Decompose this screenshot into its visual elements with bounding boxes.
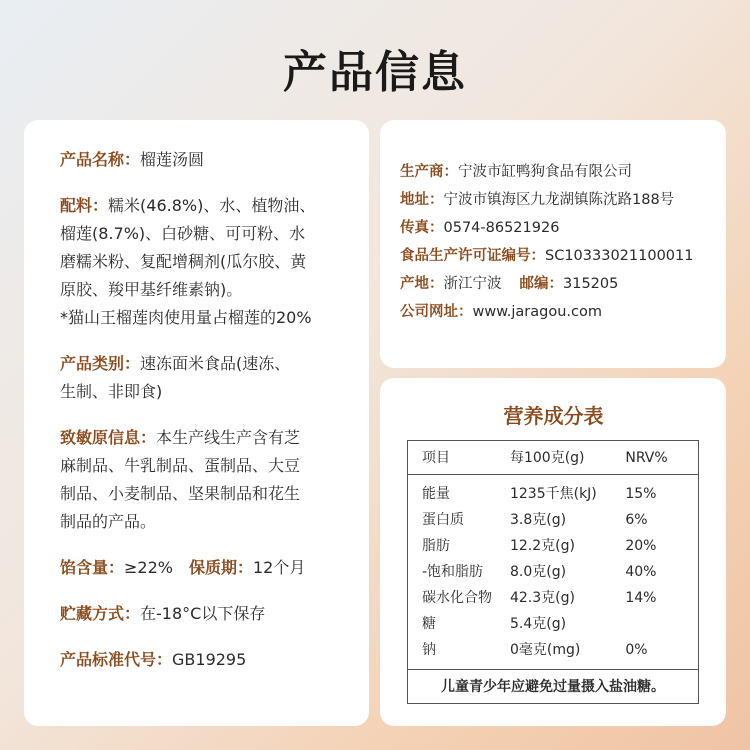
shelf-life-value: 12个月 <box>253 558 306 577</box>
product-name-label: 产品名称： <box>60 150 141 169</box>
nutrition-cell: 糖 <box>422 616 436 632</box>
producer-line <box>400 158 716 186</box>
nutrition-table <box>407 440 699 704</box>
postcode-value: 315205 <box>563 276 619 292</box>
allergen-line: 本生产线生产含有芝 <box>156 428 301 447</box>
website-line <box>400 298 716 326</box>
nutrition-card <box>380 378 726 726</box>
nutrition-header-nrv: NRV% <box>625 450 668 466</box>
address-value: 宁波市镇海区九龙湖镇陈沈路188号 <box>443 192 675 208</box>
page-title: 产品信息 <box>283 47 467 98</box>
nutrition-cell: 15% <box>625 486 657 502</box>
ingredients-line: 糯米(46.8%)、水、植物油、 <box>108 196 316 215</box>
filling-value: ≥22% <box>124 558 173 577</box>
nutrition-cell: 能量 <box>422 486 450 502</box>
producer-value: 宁波市缸鸭狗食品有限公司 <box>458 164 632 180</box>
nutrition-cell: 脂肪 <box>422 538 450 554</box>
address-label: 地址： <box>400 192 444 208</box>
category-line: 生制、非即食) <box>60 382 163 401</box>
ingredients-note: *猫山王榴莲肉使用量占榴莲的20% <box>60 308 312 327</box>
website-label: 公司网址： <box>400 304 473 320</box>
allergen-line: 制品的产品。 <box>60 512 157 531</box>
ingredients-line: 榴莲(8.7%)、白砂糖、可可粉、水 <box>60 224 306 243</box>
standard-block <box>60 646 355 674</box>
origin-value: 浙江宁波 <box>443 276 502 292</box>
nutrition-footer-note: 儿童青少年应避免过量摄入盐油糖。 <box>408 669 698 703</box>
product-info-card <box>24 120 369 726</box>
nutrition-cell: 0% <box>625 642 648 658</box>
nutrition-cell: -饱和脂肪 <box>422 564 484 580</box>
nutrition-cell: 钠 <box>422 642 436 658</box>
allergen-label: 致敏原信息： <box>60 428 157 447</box>
origin-line <box>400 270 716 298</box>
standard-label: 产品标准代号： <box>60 650 173 669</box>
address-line <box>400 186 716 214</box>
allergen-line: 麻制品、牛乳制品、蛋制品、大豆 <box>60 456 301 475</box>
nutrition-cell: 碳水化合物 <box>422 590 492 606</box>
filling-label: 馅含量： <box>60 558 125 577</box>
nutrition-cell: 5.4克(g) <box>509 616 567 632</box>
nutrition-cell: 20% <box>625 538 657 554</box>
product-name-value: 榴莲汤圆 <box>140 150 205 169</box>
allergen-block <box>60 424 355 536</box>
nutrition-row-fat <box>422 533 684 559</box>
postcode-label: 邮编： <box>519 276 563 292</box>
nutrition-cell: 8.0克(g) <box>509 564 567 580</box>
storage-label: 贮藏方式： <box>60 604 141 623</box>
category-block <box>60 350 355 406</box>
storage-block <box>60 600 355 628</box>
license-label: 食品生产许可证编号： <box>400 248 545 264</box>
nutrition-cell: 12.2克(g) <box>509 538 575 554</box>
nutrition-title: 营养成分表 <box>503 404 604 428</box>
nutrition-cell: 3.8克(g) <box>509 512 567 528</box>
storage-value: 在-18°C以下保存 <box>140 604 266 623</box>
category-label: 产品类别： <box>60 354 141 373</box>
allergen-line: 制品、小麦制品、坚果制品和花生 <box>60 484 301 503</box>
product-name-block <box>60 146 355 174</box>
nutrition-cell: 14% <box>625 590 657 606</box>
ingredients-line: 磨糯米粉、复配增稠剂(瓜尔胶、黄 <box>60 252 307 271</box>
ingredients-block <box>60 192 355 332</box>
fax-line <box>400 214 716 242</box>
website-value: www.jaragou.com <box>472 304 602 320</box>
nutrition-header-item: 项目 <box>422 450 450 466</box>
fax-label: 传真： <box>400 220 444 236</box>
nutrition-row-sodium <box>422 637 684 663</box>
nutrition-row-saturated-fat <box>422 559 684 585</box>
producer-label: 生产商： <box>400 164 458 180</box>
nutrition-cell: 40% <box>625 564 657 580</box>
nutrition-cell: 42.3克(g) <box>509 590 575 606</box>
category-line: 速冻面米食品(速冻、 <box>140 354 291 373</box>
shelf-life-label: 保质期： <box>188 558 253 577</box>
nutrition-header-row <box>408 441 698 475</box>
license-value: SC10333021100011 <box>545 248 694 264</box>
manufacturer-card <box>380 120 726 368</box>
nutrition-header-per100g: 每100克(g) <box>509 450 585 466</box>
nutrition-row-protein <box>422 507 684 533</box>
ingredients-line: 原胶、羧甲基纤维素钠)。 <box>60 280 243 299</box>
nutrition-row-sugar <box>422 611 684 637</box>
nutrition-cell <box>625 611 684 637</box>
fax-value: 0574-86521926 <box>443 220 560 236</box>
nutrition-cell: 蛋白质 <box>422 512 464 528</box>
license-line <box>400 242 716 270</box>
nutrition-row-energy <box>422 481 684 507</box>
nutrition-row-carbohydrate <box>422 585 684 611</box>
nutrition-cell: 6% <box>625 512 648 528</box>
origin-label: 产地： <box>400 276 444 292</box>
nutrition-cell: 0毫克(mg) <box>509 642 581 658</box>
standard-value: GB19295 <box>172 650 247 669</box>
ingredients-label: 配料： <box>60 196 109 215</box>
filling-shelf-block <box>60 554 355 582</box>
nutrition-cell: 1235千焦(kJ) <box>509 486 597 502</box>
nutrition-body <box>408 481 698 663</box>
